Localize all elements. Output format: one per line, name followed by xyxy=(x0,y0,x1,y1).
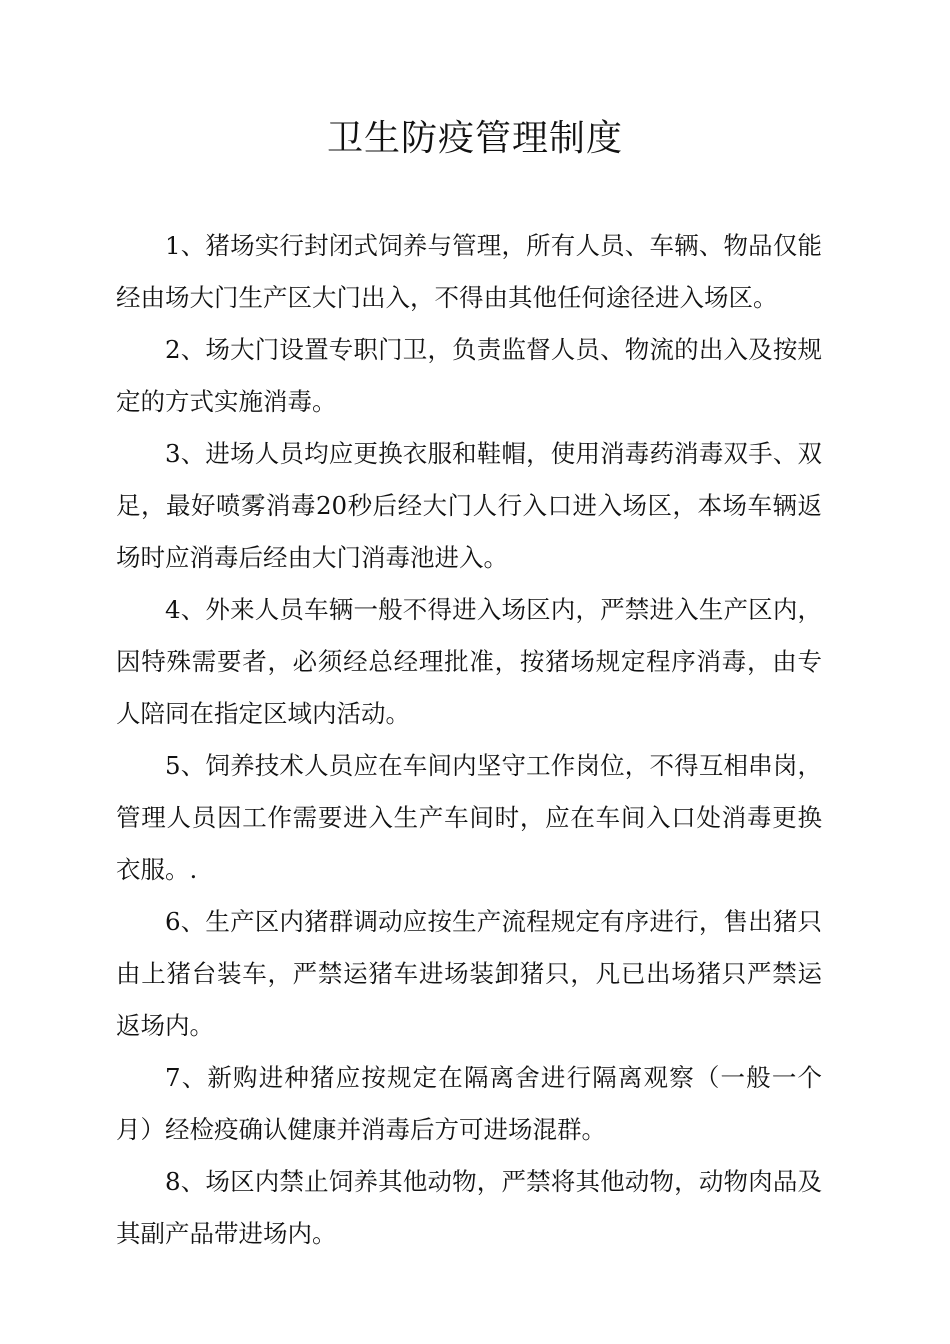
paragraph-2: 2、场大门设置专职门卫，负责监督人员、物流的出入及按规定的方式实施消毒。 xyxy=(116,335,822,416)
paragraph-4: 4、外来人员车辆一般不得进入场区内，严禁进入生产区内，因特殊需要者，必须经总经理批准，按猪场规定程序消毒，由专人陪同在指定区域内活动。 xyxy=(116,595,822,728)
paragraph-8: 8、场区内禁止饲养其他动物，严禁将其他动物，动物肉品及其副产品带进场内。 xyxy=(116,1167,822,1248)
paragraph-3: 3、进场人员均应更换衣服和鞋帽，使用消毒药消毒双手、双足，最好喷雾消毒20秒后经大门人行入口进入场区，本场车辆返场时应消毒后经由大门消毒池进入。 xyxy=(116,439,822,572)
paragraph-5: 5、饲养技术人员应在车间内坚守工作岗位，不得互相串岗，管理人员因工作需要进入生产车间时，应在车间入口处消毒更换衣服。. xyxy=(116,751,822,884)
document-body xyxy=(116,220,822,1260)
paragraph-6: 6、生产区内猪群调动应按生产流程规定有序进行，售出猪只由上猪台装车，严禁运猪车进场装卸猪只，凡已出场猪只严禁运返场内。 xyxy=(116,907,822,1040)
paragraph-7: 7、新购进种猪应按规定在隔离舍进行隔离观察（一般一个月）经检疫确认健康并消毒后方可进场混群。 xyxy=(116,1063,822,1144)
paragraph-1: 1、猪场实行封闭式饲养与管理，所有人员、车辆、物品仅能经由场大门生产区大门出入，不得由其他任何途径进入场区。 xyxy=(116,231,822,312)
document-title: 卫生防疫管理制度 xyxy=(326,118,623,159)
